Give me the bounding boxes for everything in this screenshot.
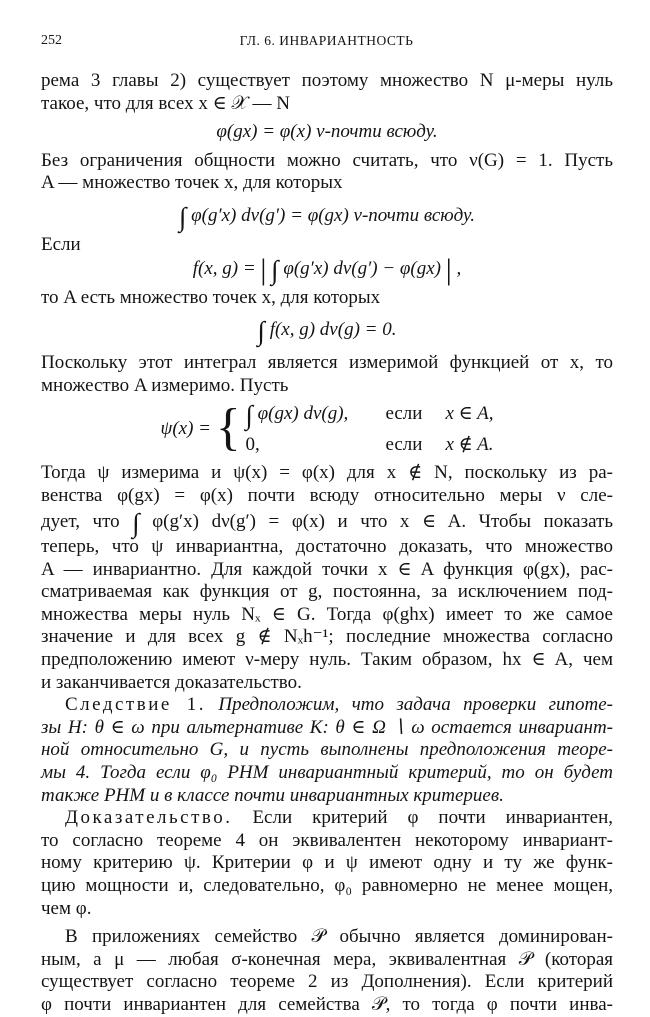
proof-text: Если критерий φ почти инвариантен,: [252, 807, 613, 829]
case-word: если: [385, 403, 423, 425]
left-brace: {: [215, 399, 241, 457]
case-cond: x ∈ A,: [445, 403, 494, 425]
case-word: если: [385, 433, 423, 455]
equation-left: ψ(x) =: [160, 418, 211, 440]
text-line: множества меры нуль Nₓ ∈ G. Тогда φ(ghx) имеет то же самое: [41, 603, 613, 625]
case-cond: x ∉ A.: [445, 433, 494, 455]
text-line: то согласно теореме 4 он эквивалентен некоторому инвариант-: [41, 829, 613, 851]
text-line: сматриваемая как функция от g, постоянна, за исключением под-: [41, 581, 613, 603]
proof-heading: Доказательство.: [65, 807, 233, 829]
case-row: [245, 434, 493, 457]
page-body: [41, 70, 613, 1017]
text-line: φ почти инвариантен для семейства 𝒫, то тогда φ почти инва-: [41, 993, 613, 1015]
equation-left: f(x, g) =: [192, 258, 256, 280]
text-line: Если: [41, 233, 81, 255]
equation-body: f(x, g) dν(g) = 0.: [269, 319, 397, 341]
case-expr: 0,: [245, 433, 260, 455]
integral-sign: ∫: [132, 507, 140, 538]
cases: [245, 400, 494, 456]
proof: [41, 807, 613, 830]
text-line: мы 4. Тогда если φ₀ РНМ инвариантный критерий, то он будет: [41, 762, 613, 784]
text-line: также РНМ и в классе почти инвариантных критериев.: [41, 784, 504, 806]
abs-bar: |: [445, 253, 452, 287]
text-line: множество A измеримо. Пусть: [41, 374, 289, 396]
case-row: [245, 400, 494, 431]
text-line: существует согласно теореме 2 из Дополнения). Если критерий: [41, 971, 613, 993]
equation-right: ,: [456, 258, 462, 280]
text-line: венства φ(gx) = φ(x) почти всюду относительно меры ν сле-: [41, 484, 613, 506]
text-line: Без ограничения общности можно считать, что ν(G) = 1. Пусть: [41, 149, 613, 171]
text-line: теперь, что ψ инвариантна, достаточно доказать, что множество: [41, 536, 613, 558]
corollary-text: Предположим, что задача проверки гипоте-: [218, 694, 613, 716]
equation: [41, 201, 613, 232]
text-line: Тогда ψ измерима и ψ(x) = φ(x) для x ∉ N, поскольку из ра-: [41, 462, 613, 484]
equation-body: φ(g′x) dν(g′) = φ(gx) ν-почти всюду.: [191, 204, 476, 226]
corollary: [41, 694, 613, 717]
cases-equation: [41, 399, 613, 457]
text-line: рема 3 главы 2) существует поэтому множество N μ-меры нуль: [41, 70, 613, 91]
text-line: предположению имеют ν-меру нуль. Таким образом, hx ∈ A, чем: [41, 649, 613, 671]
abs-bar: |: [260, 253, 267, 287]
integral-sign: ∫: [178, 201, 187, 232]
equation-mid: φ(g′x) dν(g′) − φ(gx): [283, 258, 441, 280]
text-line: чем φ.: [41, 897, 92, 919]
text-line: и заканчивается доказательство.: [41, 671, 302, 693]
text-line: ной относительно G, и пусть выполнены предположения теоре-: [41, 739, 613, 761]
text-line: цию мощности и, следовательно, φ₀ равномерно не менее мощен,: [41, 875, 613, 896]
page-header: [41, 33, 612, 55]
text-line: ным, а μ — любая σ-конечная мера, эквивалентная 𝒫 (которая: [41, 948, 613, 970]
text-line: A — инвариантно. Для каждой точки x ∈ A функция φ(gx), рас-: [41, 558, 613, 580]
text-line: значение и для всех g ∉ Nₓh⁻¹; последние множества согласно: [41, 626, 613, 648]
page-number: 252: [41, 33, 62, 48]
running-title: ГЛ. 6. ИНВАРИАНТНОСТЬ: [239, 33, 414, 48]
equation: [41, 253, 613, 287]
corollary-heading: Следствие 1.: [65, 694, 206, 716]
text-line: Поскольку этот интеграл является измеримой функцией от x, то: [41, 351, 613, 373]
equation: [41, 316, 613, 347]
text-line: ному критерию ψ. Критерии φ и ψ имеют одну и ту же функ-: [41, 852, 613, 874]
text-line: то A есть множество точек x, для которых: [41, 286, 381, 308]
text-line: такое, что для всех x ∈ 𝒳 — N: [41, 92, 290, 114]
text-line: В приложениях семейство 𝒫 обычно является доминирован-: [65, 926, 613, 948]
integral-sign: ∫: [257, 316, 265, 347]
text-line: дует, что ∫ φ(g′x) dν(g′) = φ(x) и что x ∈ A. Чтобы показать: [41, 507, 613, 538]
text-line: A — множество точек x, для которых: [41, 172, 343, 194]
integral-sign: ∫: [271, 255, 279, 286]
integral-sign: ∫: [245, 400, 253, 431]
equation: φ(gx) = φ(x) ν-почти всюду.: [216, 121, 438, 143]
text-line: зы H: θ ∈ ω при альтернативе K: θ ∈ Ω ∖ ω остается инвариант-: [41, 716, 613, 738]
case-expr: ∫ φ(gx) dν(g),: [245, 400, 349, 431]
